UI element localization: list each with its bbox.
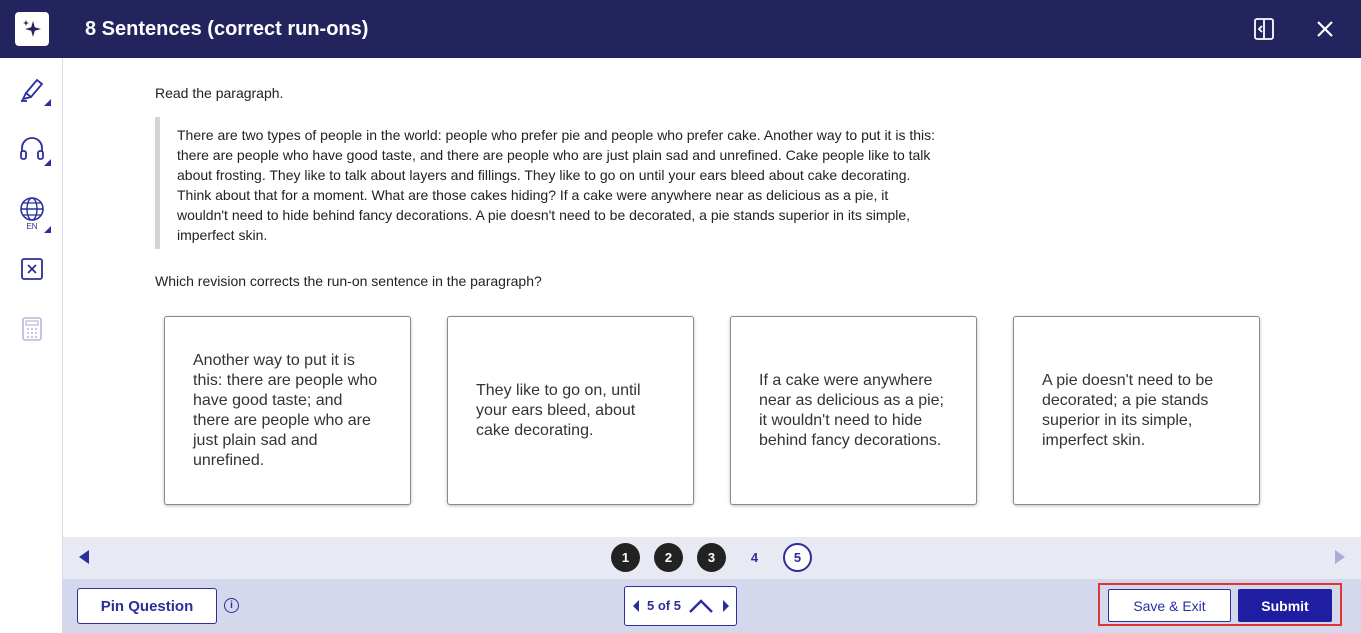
answer-eliminator-tool-button[interactable] bbox=[13, 250, 51, 288]
question-position-label: 5 of 5 bbox=[647, 598, 681, 613]
close-icon bbox=[1315, 19, 1335, 39]
answer-choice-c[interactable] bbox=[730, 316, 977, 505]
question-navigator[interactable] bbox=[624, 586, 737, 626]
collapse-panel-icon bbox=[1252, 17, 1276, 41]
language-tool-button[interactable] bbox=[13, 191, 51, 235]
headphones-icon bbox=[17, 134, 47, 164]
sparkle-logo-icon bbox=[15, 12, 49, 46]
close-button[interactable] bbox=[1310, 14, 1340, 44]
app-header bbox=[0, 0, 1361, 58]
answer-choice-d[interactable] bbox=[1013, 316, 1260, 505]
calculator-tool-button bbox=[13, 310, 51, 348]
answer-choice-text: They like to go on, until your ears bleed, about cake decorating. bbox=[476, 381, 641, 439]
question-pager bbox=[63, 537, 1361, 579]
instruction-text: Read the paragraph. bbox=[155, 85, 284, 101]
page-4-button[interactable]: 4 bbox=[750, 550, 759, 565]
text-to-speech-tool-button[interactable] bbox=[13, 130, 51, 168]
next-question-icon[interactable] bbox=[721, 599, 731, 613]
page-title: 8 Sentences (correct run-ons) bbox=[85, 18, 369, 40]
collapse-panel-button[interactable] bbox=[1249, 14, 1279, 44]
answer-choice-b[interactable] bbox=[447, 316, 694, 505]
tool-sidebar bbox=[0, 58, 63, 633]
page-1-button[interactable]: 1 bbox=[611, 543, 640, 572]
page-3-button[interactable]: 3 bbox=[697, 543, 726, 572]
highlighter-tool-button[interactable] bbox=[13, 70, 51, 108]
globe-icon bbox=[17, 196, 47, 230]
question-stem: Which revision corrects the run-on sentence in the paragraph? bbox=[155, 273, 542, 289]
answer-choice-text: If a cake were anywhere near as delicious as a pie; it wouldn't need to hide behind fancy decorations. bbox=[759, 371, 944, 449]
answer-choice-text: Another way to put it is this: there are people who have good taste; and there are people who are just plain sad and unrefined. bbox=[193, 351, 378, 469]
page-5-button[interactable]: 5 bbox=[783, 543, 812, 572]
info-icon[interactable]: i bbox=[224, 598, 239, 613]
page-2-button[interactable]: 2 bbox=[654, 543, 683, 572]
eliminate-answer-icon bbox=[19, 256, 45, 282]
previous-question-icon[interactable] bbox=[631, 599, 641, 613]
answer-choice-a[interactable] bbox=[164, 316, 411, 505]
calculator-icon bbox=[20, 316, 44, 342]
pin-question-button[interactable]: Pin Question bbox=[77, 588, 217, 624]
submit-button[interactable]: Submit bbox=[1238, 589, 1332, 622]
answer-choice-text: A pie doesn't need to be decorated; a pie stands superior in its simple, imperfect skin. bbox=[1042, 371, 1214, 449]
save-exit-button[interactable]: Save & Exit bbox=[1108, 589, 1231, 622]
highlighter-icon bbox=[17, 74, 47, 104]
language-code-label: EN bbox=[26, 222, 38, 230]
pager-prev-icon[interactable] bbox=[79, 550, 89, 564]
reading-passage: There are two types of people in the world: people who prefer pie and people who prefer cake. Another way to put it is this: there are people who have good taste, and there are people who are just plain sad and unrefined. Cake people like to talk about frosting. They like to talk about layers and fillings. They like to go on until your ears bleed about cake decorating. Think about that for a moment. What are those cakes hiding? If a cake were anywhere near as delicious as a pie, it wouldn't need to hide behind fancy decorations. A pie doesn't need to be decorated, a pie stands superior in its simple, imperfect skin. bbox=[155, 117, 935, 249]
footer-bar bbox=[63, 579, 1361, 633]
chevron-up-icon[interactable] bbox=[688, 598, 714, 614]
pager-next-icon bbox=[1335, 550, 1345, 564]
